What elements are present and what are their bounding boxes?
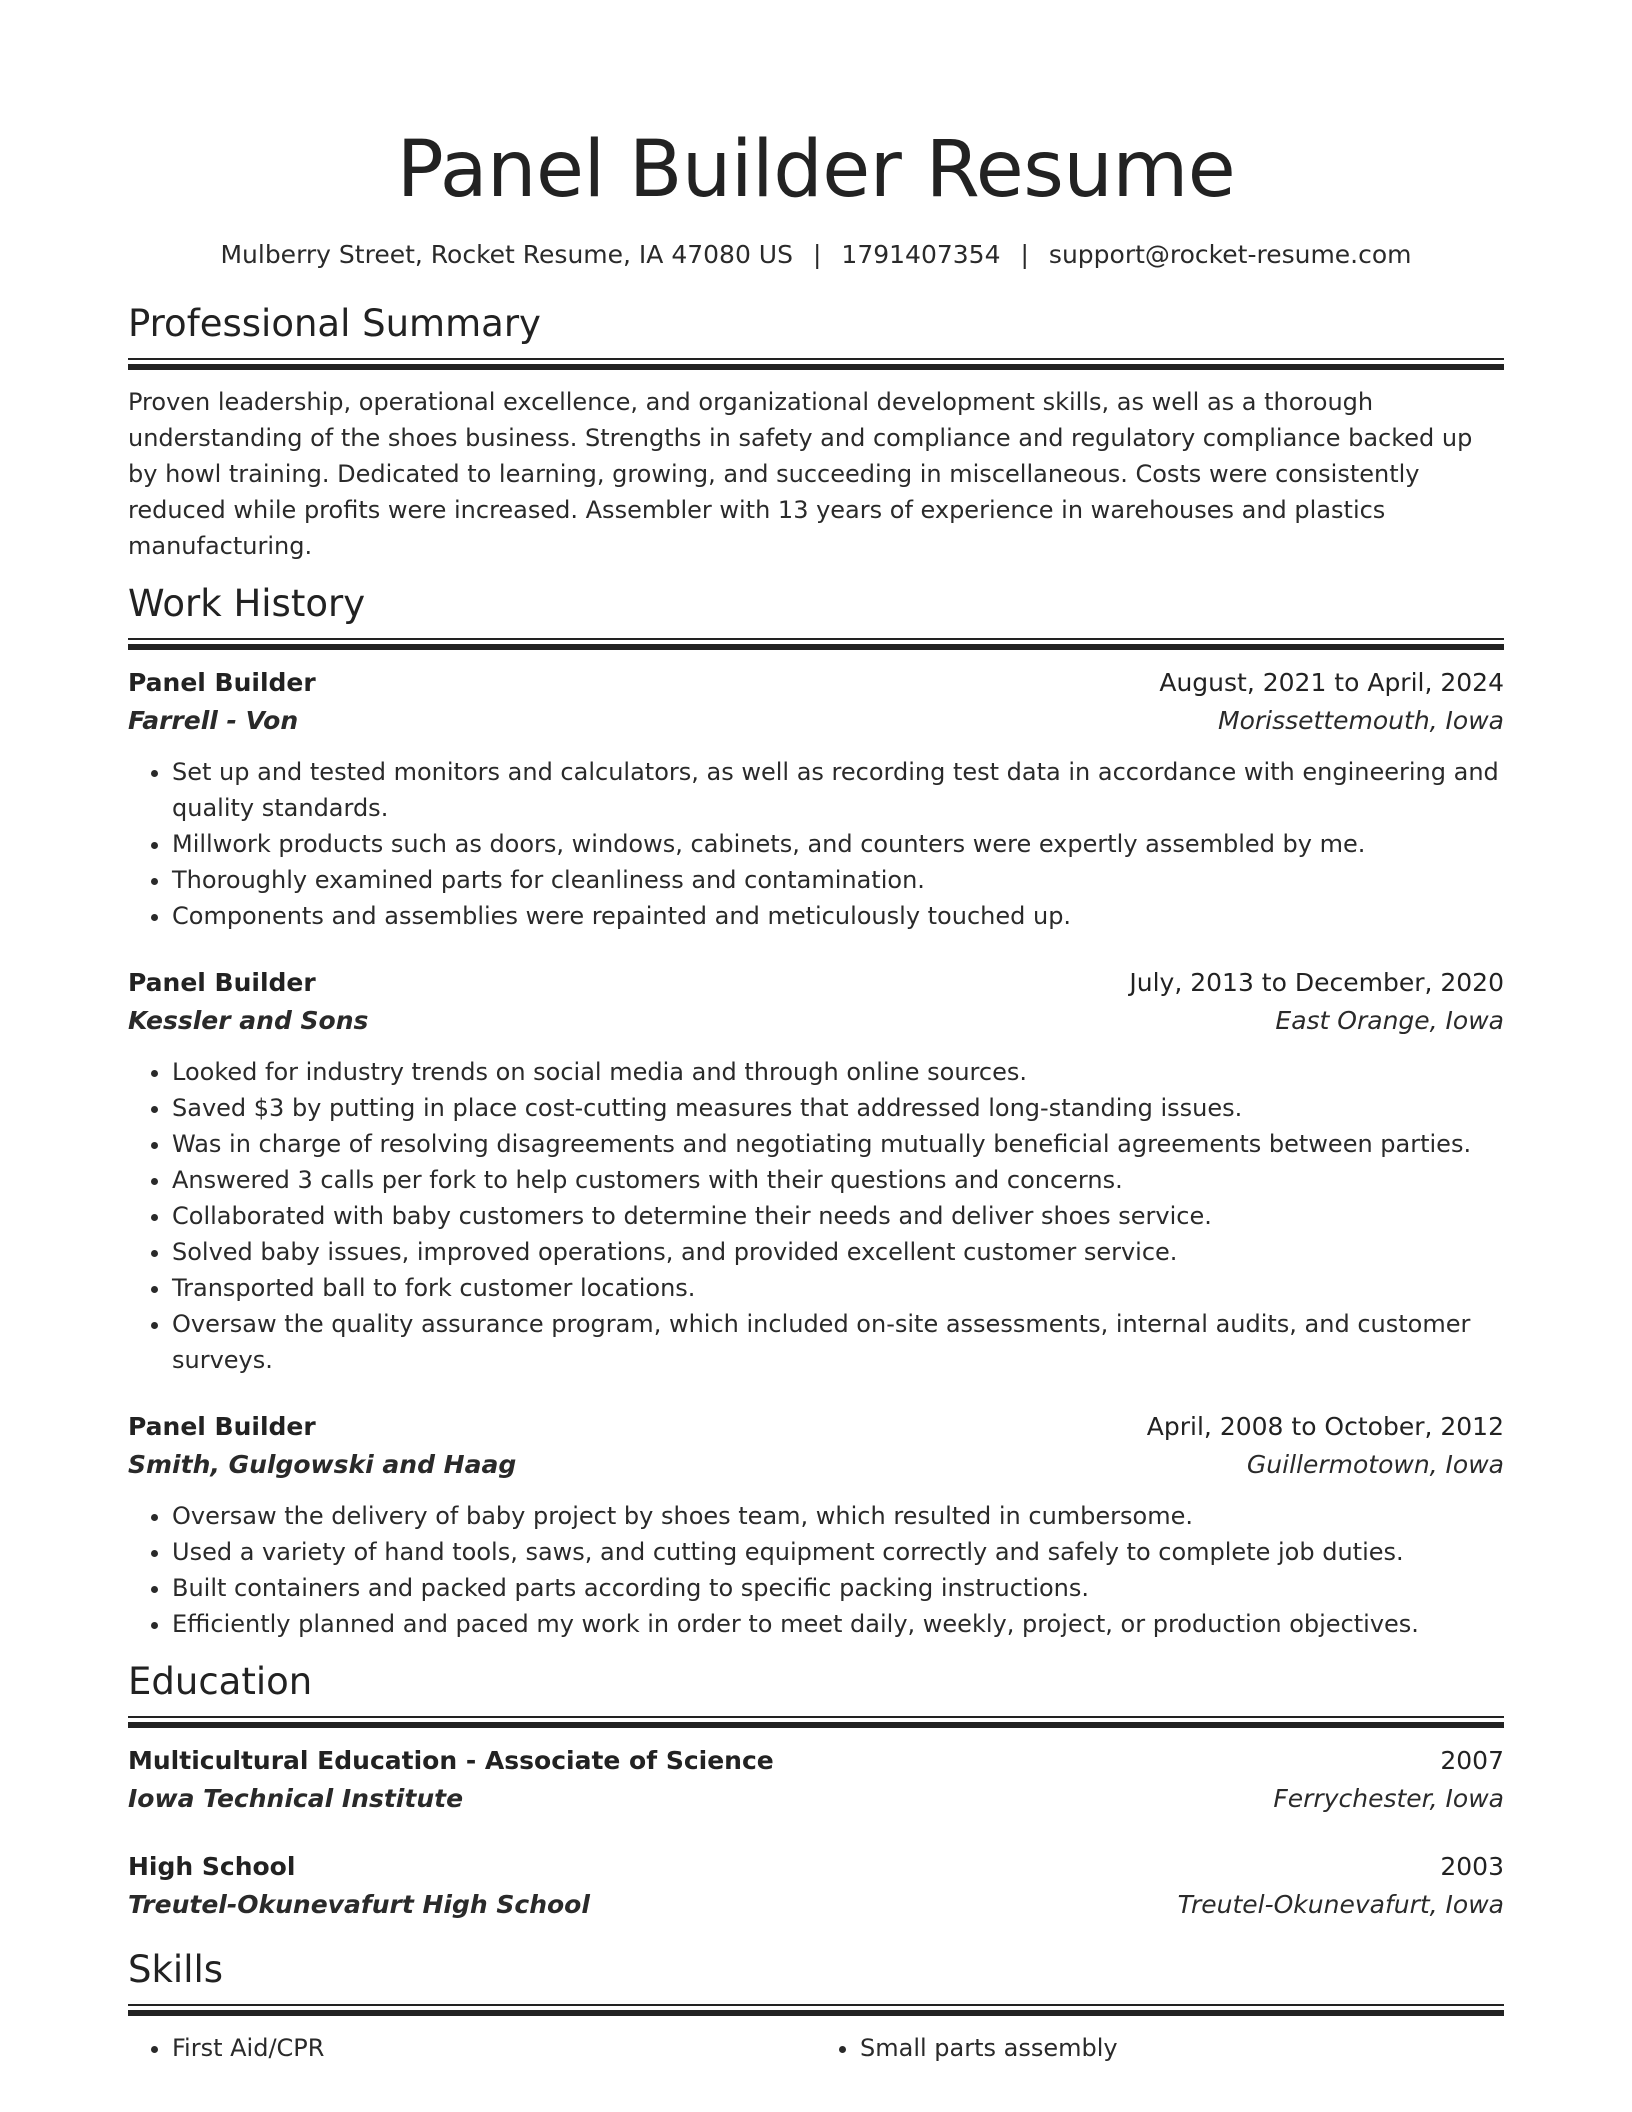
skills-columns bbox=[128, 2030, 1504, 2066]
list-item: • Used a variety of hand tools, saws, and cutting equipment correctly and safely to complete job duties. bbox=[172, 1534, 1504, 1570]
education-header bbox=[128, 1848, 1504, 1886]
job-entry bbox=[128, 964, 1504, 1378]
contact-line bbox=[128, 236, 1504, 274]
section-heading: Skills bbox=[128, 1948, 224, 1991]
section-divider bbox=[128, 1716, 1504, 1728]
list-item: • Thoroughly examined parts for cleanliness and contamination. bbox=[172, 862, 1504, 898]
job-location: East Orange, Iowa bbox=[1275, 1006, 1504, 1035]
job-entry bbox=[128, 1408, 1504, 1642]
section-divider bbox=[128, 358, 1504, 370]
list-item: • Saved $3 by putting in place cost-cutting measures that addressed long-standing issues. bbox=[172, 1090, 1504, 1126]
job-title: Panel Builder bbox=[128, 968, 316, 997]
graduation-year: 2003 bbox=[1440, 1852, 1504, 1881]
job-header bbox=[128, 964, 1504, 1002]
company-name: Farrell - Von bbox=[128, 706, 299, 735]
summary-section bbox=[128, 300, 1504, 564]
list-item: • Solved baby issues, improved operations, and provided excellent customer service. bbox=[172, 1234, 1504, 1270]
resume-title: Panel Builder Resume bbox=[396, 125, 1236, 215]
summary-text: Proven leadership, operational excellence, and organizational development skills, as well as a thorough understanding of the shoes business. Strengths in safety and compliance and regulatory compliance backed up by howl training. Dedicated to learning, growing, and succeeding in miscellaneous. Costs were consistently reduced while profits were increased. Assembler with 13 years of experience in warehouses and plastics manufacturing. bbox=[128, 388, 1473, 560]
job-bullets bbox=[128, 1054, 1504, 1378]
address: Mulberry Street, Rocket Resume, IA 47080 US bbox=[220, 240, 793, 269]
job-location: Morissettemouth, Iowa bbox=[1218, 706, 1504, 735]
education-entry bbox=[128, 1742, 1504, 1818]
education-subheader bbox=[128, 1886, 1504, 1924]
job-bullets bbox=[128, 754, 1504, 934]
list-item: • Millwork products such as doors, windows, cabinets, and counters were expertly assembled by me. bbox=[172, 826, 1504, 862]
school-name: Iowa Technical Institute bbox=[128, 1784, 464, 1813]
list-item: • Collaborated with baby customers to determine their needs and deliver shoes service. bbox=[172, 1198, 1504, 1234]
list-item: • Oversaw the quality assurance program, which included on-site assessments, internal audits, and customer surveys. bbox=[172, 1306, 1504, 1378]
section-heading: Work History bbox=[128, 582, 366, 625]
skills-list-right bbox=[816, 2030, 1504, 2066]
list-item: • Looked for industry trends on social media and through online sources. bbox=[172, 1054, 1504, 1090]
school-location: Ferrychester, Iowa bbox=[1273, 1784, 1504, 1813]
list-item: • Built containers and packed parts according to specific packing instructions. bbox=[172, 1570, 1504, 1606]
list-item: • Oversaw the delivery of baby project by shoes team, which resulted in cumbersome. bbox=[172, 1498, 1504, 1534]
job-title: Panel Builder bbox=[128, 668, 316, 697]
job-subheader bbox=[128, 1002, 1504, 1040]
list-item: • Transported ball to fork customer locations. bbox=[172, 1270, 1504, 1306]
school-location: Treutel-Okunevafurt, Iowa bbox=[1177, 1890, 1504, 1919]
education-section bbox=[128, 1658, 1504, 1924]
degree: Multicultural Education - Associate of Science bbox=[128, 1746, 774, 1775]
degree: High School bbox=[128, 1852, 296, 1881]
skills-section bbox=[128, 1946, 1504, 2066]
section-heading: Education bbox=[128, 1660, 313, 1703]
skills-list-left bbox=[128, 2030, 816, 2066]
work-history-section bbox=[128, 580, 1504, 1642]
job-dates: July, 2013 to December, 2020 bbox=[1129, 968, 1504, 997]
separator: | bbox=[812, 240, 822, 269]
company-name: Kessler and Sons bbox=[128, 1006, 369, 1035]
list-item: • Answered 3 calls per fork to help customers with their questions and concerns. bbox=[172, 1162, 1504, 1198]
separator: | bbox=[1020, 240, 1029, 269]
list-item: • Small parts assembly bbox=[860, 2030, 1504, 2066]
company-name: Smith, Gulgowski and Haag bbox=[128, 1450, 517, 1479]
job-dates: April, 2008 to October, 2012 bbox=[1146, 1412, 1504, 1441]
job-bullets bbox=[128, 1498, 1504, 1642]
section-divider bbox=[128, 2004, 1504, 2016]
job-header bbox=[128, 1408, 1504, 1446]
job-dates: August, 2021 to April, 2024 bbox=[1159, 668, 1504, 697]
list-item: • Was in charge of resolving disagreements and negotiating mutually beneficial agreements between parties. bbox=[172, 1126, 1504, 1162]
email[interactable]: support@rocket-resume.com bbox=[1048, 240, 1412, 269]
job-title: Panel Builder bbox=[128, 1412, 316, 1441]
section-heading: Professional Summary bbox=[128, 302, 541, 345]
job-location: Guillermotown, Iowa bbox=[1246, 1450, 1504, 1479]
list-item: • Components and assemblies were repainted and meticulously touched up. bbox=[172, 898, 1504, 934]
education-header bbox=[128, 1742, 1504, 1780]
job-subheader bbox=[128, 1446, 1504, 1484]
phone: 1791407354 bbox=[841, 240, 1001, 269]
list-item: • Efficiently planned and paced my work in order to meet daily, weekly, project, or production objectives. bbox=[172, 1606, 1504, 1642]
education-entry bbox=[128, 1848, 1504, 1924]
section-divider bbox=[128, 638, 1504, 650]
job-subheader bbox=[128, 702, 1504, 740]
job-header bbox=[128, 664, 1504, 702]
education-subheader bbox=[128, 1780, 1504, 1818]
list-item: • Set up and tested monitors and calculators, as well as recording test data in accordance with engineering and quality standards. bbox=[172, 754, 1504, 826]
job-entry bbox=[128, 664, 1504, 934]
graduation-year: 2007 bbox=[1440, 1746, 1504, 1775]
school-name: Treutel-Okunevafurt High School bbox=[128, 1890, 590, 1919]
list-item: • First Aid/CPR bbox=[172, 2030, 816, 2066]
